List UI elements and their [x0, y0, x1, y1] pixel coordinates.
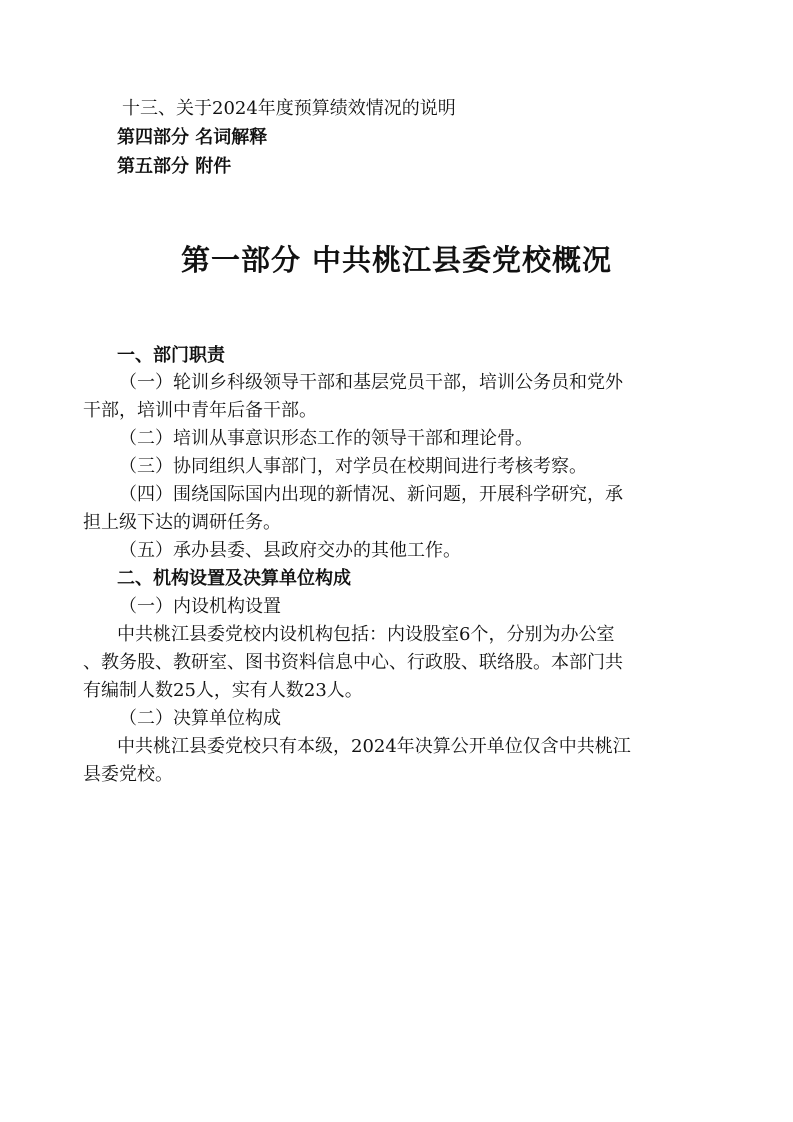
- toc-item-13: 十三、关于2024年度预算绩效情况的说明: [122, 98, 456, 119]
- section-1-item: （一）轮训乡科级领导干部和基层党员干部，培训公务员和党外: [119, 372, 623, 393]
- page-title: 第一部分 中共桃江县委党校概况: [180, 243, 613, 277]
- section-1-item: （二）培训从事意识形态工作的领导干部和理论骨。: [119, 428, 533, 449]
- section-2-sub1-heading: （一）内设机构设置: [119, 596, 281, 617]
- toc-part-4: 第四部分 名词解释: [117, 127, 268, 148]
- section-1-item: 担上级下达的调研任务。: [83, 512, 281, 533]
- section-1-item: （四）围绕国际国内出现的新情况、新问题，开展科学研究，承: [119, 484, 623, 505]
- section-1-heading: 一、部门职责: [117, 345, 225, 366]
- section-2-heading: 二、机构设置及决算单位构成: [117, 568, 351, 589]
- section-2-sub1-text: 中共桃江县委党校内设机构包括：内设股室6个，分别为办公室: [117, 624, 615, 645]
- section-2-sub1-text: 有编制人数25人，实有人数23人。: [83, 680, 363, 701]
- section-2-sub2-text: 中共桃江县委党校只有本级，2024年决算公开单位仅含中共桃江: [117, 736, 631, 757]
- section-2-sub2-heading: （二）决算单位构成: [119, 708, 281, 729]
- section-1-item: （五）承办县委、县政府交办的其他工作。: [119, 540, 461, 561]
- section-2-sub1-text: 、教务股、教研室、图书资料信息中心、行政股、联络股。本部门共: [83, 652, 623, 673]
- section-1-item: 干部，培训中青年后备干部。: [83, 400, 317, 421]
- section-1-item: （三）协同组织人事部门，对学员在校期间进行考核考察。: [119, 456, 587, 477]
- toc-part-5: 第五部分 附件: [117, 156, 232, 177]
- section-2-sub2-text: 县委党校。: [83, 764, 173, 785]
